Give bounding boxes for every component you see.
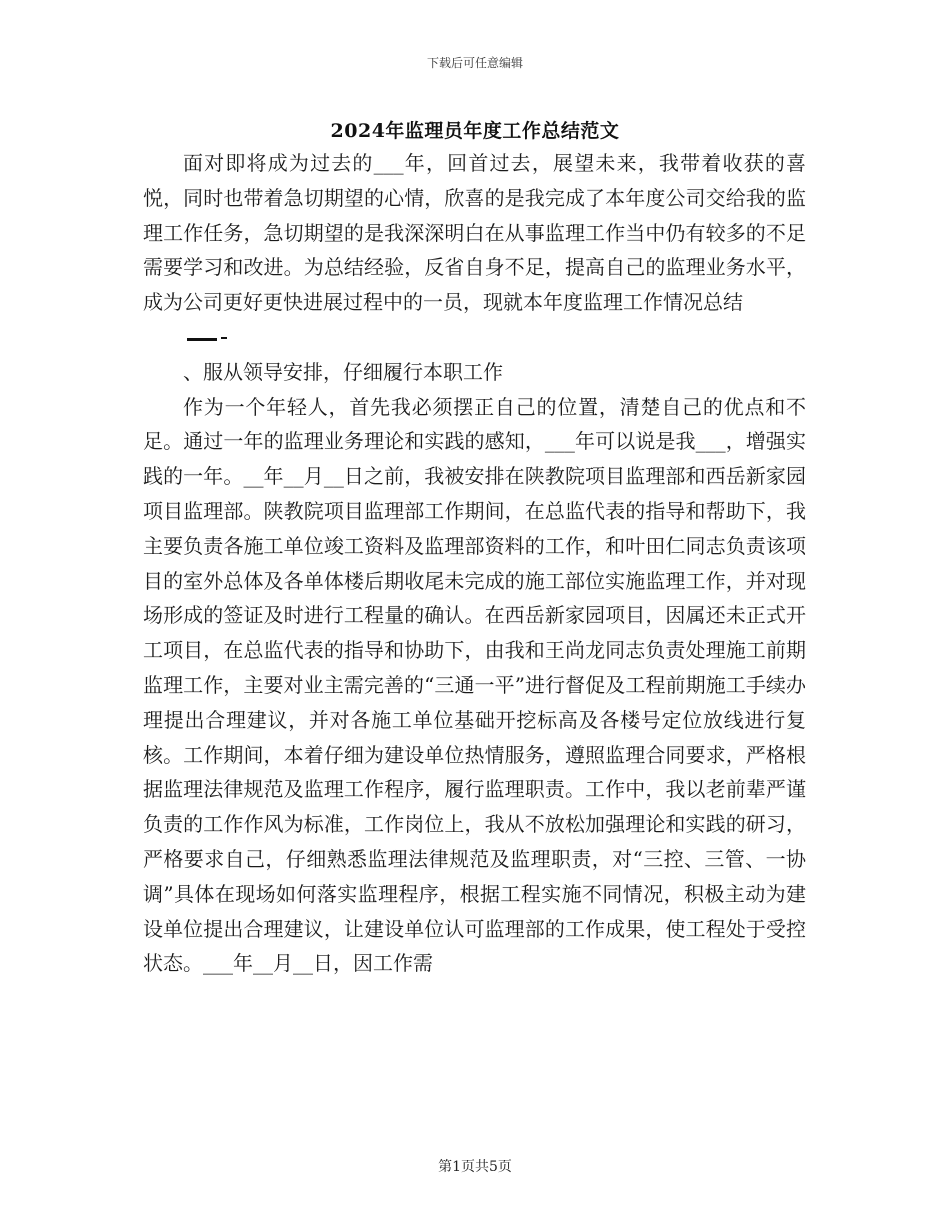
page-footer: 第1页共5页 bbox=[438, 1159, 512, 1175]
intro-paragraph: 面对即将成为过去的___年，回首过去，展望未来，我带着收获的喜悦，同时也带着急切期望的心情，欣喜的是我完成了本年度公司交给我的监理工作任务，急切期望的是我深深明白在从事监理工作当中仍有较多的不足需要学习和改进。为总结经验，反省自身不足，提高自己的监理业务水平，成为公司更好更快进展过程中的一员，现就本年度监理工作情况总结 bbox=[143, 151, 806, 315]
section-dash-mark bbox=[187, 338, 217, 341]
section-heading: 、服从领导安排，仔细履行本职工作 bbox=[183, 359, 503, 384]
section-paragraph: 作为一个年轻人，首先我必须摆正自己的位置，清楚自己的优点和不足。通过一年的监理业务理论和实践的感知，___年可以说是我___，增强实践的一年。__年__月__日之前，我被安排在陕教院项目监理部和西岳新家园项目监理部。陕教院项目监理部工作期间，在总监代表的指导和帮助下，我主要负责各施工单位竣工资料及监理部资料的工作，和叶田仁同志负责该项目的室外总体及各单体楼后期收尾未完成的施工部位实施监理工作，并对现场形成的签证及时进行工程量的确认。在西岳新家园项目，因属还未正式开工项目，在总监代表的指导和协助下，由我和王尚龙同志负责处理施工前期监理工作，主要对业主需完善的“三通一平”进行督促及工程前期施工手续办理提出合理建议，并对各施工单位基础开挖标高及各楼号定位放线进行复核。工作期间，本着仔细为建设单位热情服务，遵照监理合同要求，严格根据监理法律规范及监理工作程序，履行监理职责。工作中，我以老前辈严谨负责的工作作风为标准，工作岗位上，我从不放松加强理论和实践的研习，严格要求自己，仔细熟悉监理法律规范及监理职责，对“三控、三管、一协调”具体在现场如何落实监理程序，根据工程实施不同情况，积极主动为建设单位提出合理建议，让建设单位认可监理部的工作成果，使工程处于受控状态。___年__月__日，因工作需 bbox=[143, 394, 806, 976]
header-note: 下载后可任意编辑 bbox=[426, 56, 523, 70]
document-body bbox=[143, 146, 806, 981]
document-title: 2024年监理员年度工作总结范文 bbox=[330, 120, 620, 142]
section-number-line bbox=[143, 320, 806, 355]
